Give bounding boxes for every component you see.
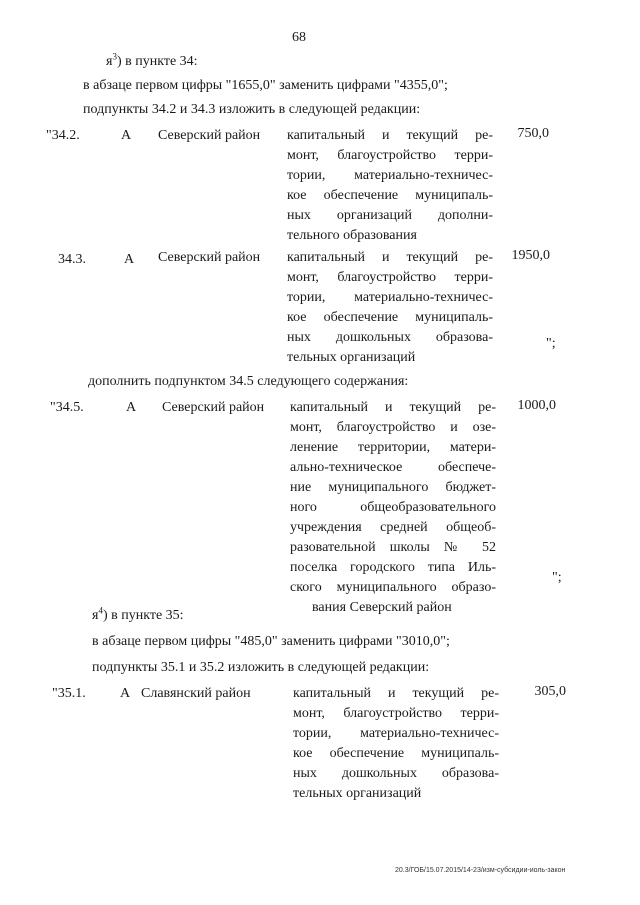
ya4-sup: 4 (98, 605, 103, 616)
closing-quote: "; (546, 336, 556, 351)
ya4-suffix: ) в пункте 35: (102, 608, 184, 623)
desc-line: кое обеспечение муниципаль- (287, 310, 493, 325)
row-amount: 1000,0 (517, 398, 556, 413)
desc-line: ных организаций дополни- (287, 208, 493, 223)
desc-line: монт, благоустройство терри- (293, 706, 499, 721)
ya4-letter: я (92, 608, 99, 623)
row-description (290, 398, 496, 618)
section-ya4-heading (92, 606, 184, 626)
document-footer-code: 20.3/ГОБ/15.07.2015/14-23/изм-субсидии-иоль-закон (395, 867, 566, 874)
desc-line: ных дошкольных образова- (287, 330, 493, 345)
row-description (293, 684, 499, 804)
desc-line: вания Северский район (312, 600, 452, 615)
ya3-line1: в абзаце первом цифры "1655,0" заменить цифрами "4355,0"; (83, 78, 448, 93)
desc-line: капитальный и текущий ре- (287, 128, 493, 143)
page-number: 68 (292, 30, 306, 45)
desc-line: разовательной школы № 52 (290, 540, 496, 555)
row-district: Северский район (158, 250, 261, 265)
row-number: "34.5. (50, 400, 84, 415)
ya3-letter: я (106, 54, 113, 69)
desc-line: монт, благоустройство терри- (287, 270, 493, 285)
row-number: "35.1. (52, 686, 86, 701)
desc-line: монт, благоустройство и озе- (290, 420, 496, 435)
desc-line: тельных организаций (293, 786, 422, 801)
row-number: 34.3. (58, 252, 86, 267)
row-amount: 750,0 (517, 126, 549, 141)
desc-line: учреждения средней общеоб- (290, 520, 496, 535)
row-category: А (126, 400, 137, 415)
ya4-line2: подпункты 35.1 и 35.2 изложить в следующей редакции: (92, 660, 430, 675)
desc-line: ние муниципального бюджет- (290, 480, 496, 495)
row-category: А (120, 686, 131, 701)
desc-line: ного общеобразовательного (290, 500, 496, 515)
row-number: "34.2. (46, 128, 80, 143)
desc-line: капитальный и текущий ре- (290, 400, 496, 415)
closing-quote: "; (552, 570, 562, 585)
row-description (287, 126, 493, 246)
desc-line: кое обеспечение муниципаль- (293, 746, 499, 761)
desc-line: поселка городского типа Иль- (290, 560, 496, 575)
desc-line: ально-техническое обеспече- (290, 460, 496, 475)
desc-line: капитальный и текущий ре- (293, 686, 499, 701)
row-district: Славянский район (141, 686, 251, 701)
row-amount: 1950,0 (511, 248, 550, 263)
desc-line: тории, материально-техничес- (293, 726, 499, 741)
row-category: А (121, 128, 132, 143)
section-ya3-heading (106, 52, 198, 72)
ya3-line2: подпункты 34.2 и 34.3 изложить в следующей редакции: (83, 102, 421, 117)
row-description (287, 248, 493, 368)
row-district: Северский район (162, 400, 265, 415)
row-category: А (124, 252, 135, 267)
desc-line: тельного образования (287, 228, 417, 243)
desc-line: капитальный и текущий ре- (287, 250, 493, 265)
ya3-suffix: ) в пункте 34: (116, 54, 198, 69)
ya4-line1: в абзаце первом цифры "485,0" заменить цифрами "3010,0"; (92, 634, 450, 649)
desc-line: тории, материально-техничес- (287, 168, 493, 183)
desc-line: кое обеспечение муниципаль- (287, 188, 493, 203)
desc-line: ского муниципального образо- (290, 580, 496, 595)
desc-line: монт, благоустройство терри- (287, 148, 493, 163)
desc-line: ленение территории, матери- (290, 440, 496, 455)
desc-line: тельных организаций (287, 350, 416, 365)
row-amount: 305,0 (534, 684, 566, 699)
desc-line: тории, материально-техничес- (287, 290, 493, 305)
add-subpoint-line: дополнить подпунктом 34.5 следующего содержания: (88, 374, 409, 389)
desc-line: ных дошкольных образова- (293, 766, 499, 781)
row-district: Северский район (158, 128, 261, 143)
ya3-sup: 3 (112, 51, 117, 62)
